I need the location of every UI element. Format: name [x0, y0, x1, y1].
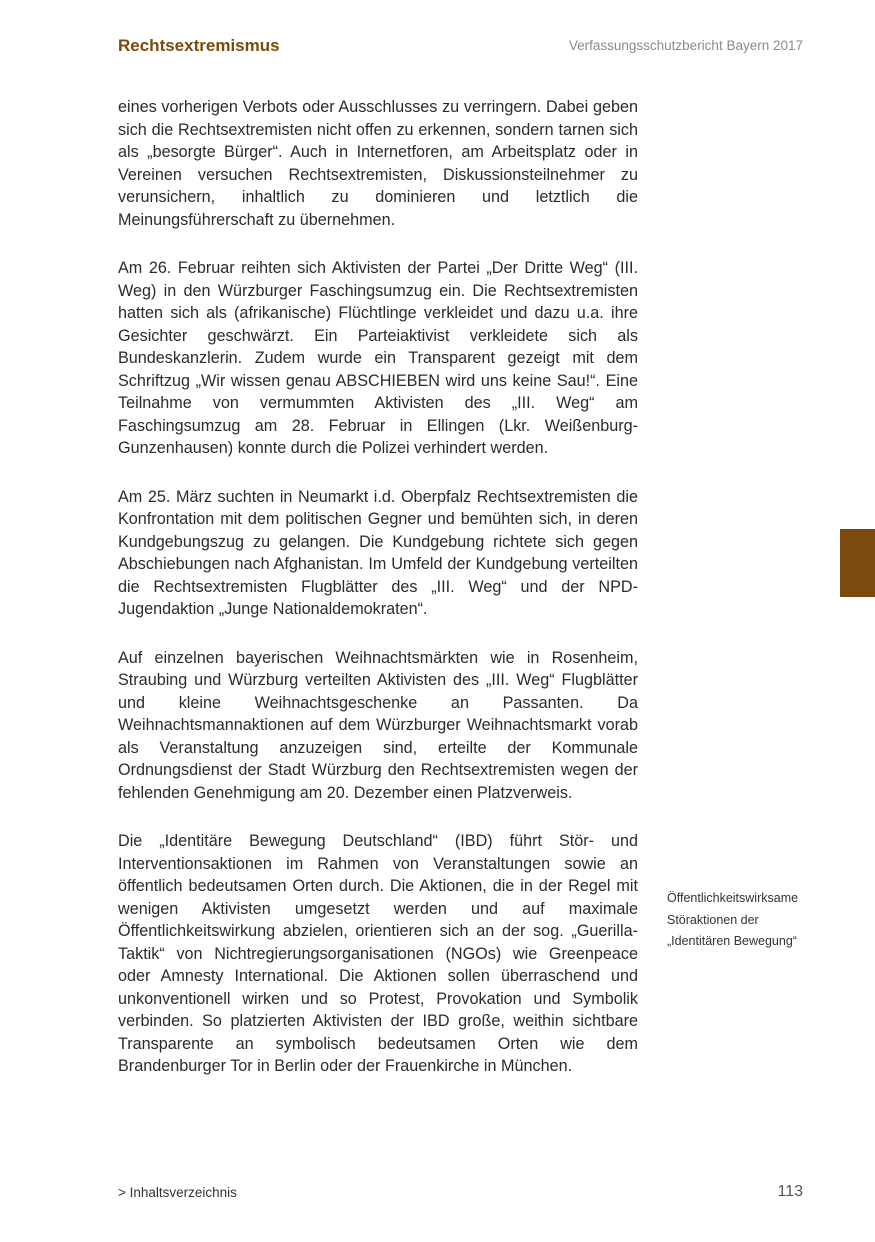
- report-name: Verfassungsschutzbericht Bayern 2017: [568, 38, 803, 53]
- page-number: 113: [777, 1183, 803, 1200]
- main-text: [118, 96, 638, 1078]
- paragraph-3: Am 25. März suchten in Neumarkt i.d. Oberpfalz Rechtsextremisten die Konfrontation mit dem politischen Gegner und bemühten sich, in deren Kundgebungszug zu gelangen. Die Kundgebung richtete sich gegen Abschiebungen nach Afghanistan. Im Umfeld der Kundgebung verteilten die Rechtsextremisten Flugblätter des „III. Weg“ und der NPD-Jugendaktion „Junge Nationaldemokraten“.: [118, 487, 638, 618]
- chapter-tab-marker: [840, 529, 875, 597]
- paragraph-4: Auf einzelnen bayerischen Weihnachtsmärkten wie in Rosenheim, Straubing und Würzburg verteilten Aktivisten des „III. Weg“ Flugblätter und kleine Weihnachtsgeschenke an Passanten. Da Weihnachtsmannaktionen auf dem Würzburger Weihnachtsmarkt vorab als Veranstaltung anzuzeigen sind, erteilte der Kommunale Ordnungsdienst der Stadt Würzburg den Rechtsextremisten wegen der fehlenden Genehmigung am 20. Dezember einen Platzverweis.: [118, 648, 638, 802]
- paragraph-5: Die „Identitäre Bewegung Deutschland“ (IBD) führt Stör- und Interventionsaktionen im Rahmen von Veranstaltungen sowie an öffentlich bedeutsamen Orten durch. Die Aktionen, die in der Regel mit wenigen Aktivisten umgesetzt werden und auf maximale Öffentlichkeitswirkung abzielen, orientieren sich an der sog. „Guerilla-Taktik“ von Nichtregierungsorganisationen (NGOs) wie Greenpeace oder Amnesty International. Die Aktionen sollen überraschend und unkonventionell wirken und so Protest, Provokation und Symbolik verbinden. So platzierten Aktivisten der IBD große, weithin sichtbare Transparente an symbolisch bedeutsamen Orten wie dem Brandenburger Tor in Berlin oder der Frauenkirche in München.: [118, 832, 638, 1075]
- paragraph-1: eines vorherigen Verbots oder Ausschlusses zu verringern. Dabei geben sich die Rechtsextremisten nicht offen zu erkennen, sondern tarnen sich als „besorgte Bürger“. Auch in Internetforen, am Arbeitsplatz oder in Vereinen versuchen Rechtsextremisten, Diskussionsteilnehmer zu verunsichern, inhaltlich zu dominieren und letztlich die Meinungsführerschaft zu übernehmen.: [118, 98, 638, 229]
- margin-note: Öffentlichkeitswirksame Störaktionen der „Identitären Bewegung“: [667, 891, 799, 948]
- paragraph-2: Am 26. Februar reihten sich Aktivisten der Partei „Der Dritte Weg“ (III. Weg) in den Würzburger Faschingsumzug ein. Die Rechtsextremisten hatten sich als (afrikanische) Flüchtlinge verkleidet und dazu u.a. ihre Gesichter geschwärzt. Ein Parteiaktivist verkleidete sich als Bundeskanzlerin. Zudem wurde ein Transparent gezeigt mit dem Schriftzug „Wir wissen genau ABSCHIEBEN wird uns keine Sau!“. Eine Teilnahme von vermummten Aktivisten des „III. Weg“ am Faschingsumzug am 28. Februar in Ellingen (Lkr. Weißenburg-Gunzenhausen) konnte durch die Polizei verhindert werden.: [118, 259, 638, 457]
- table-of-contents-link[interactable]: > Inhaltsverzeichnis: [118, 1185, 237, 1200]
- section-title: Rechtsextremismus: [118, 36, 280, 55]
